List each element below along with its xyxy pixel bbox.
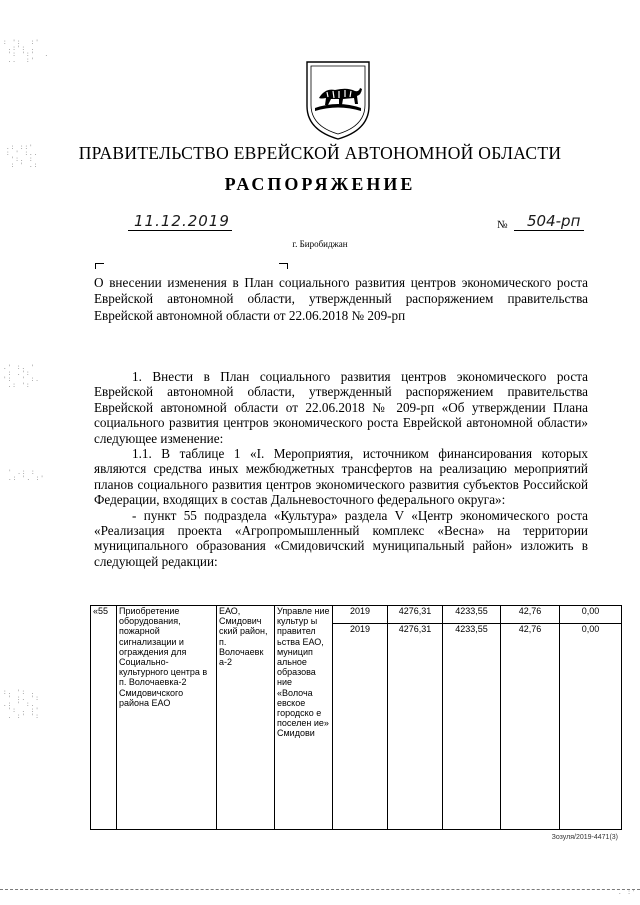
local-value: 0,00: [560, 623, 621, 634]
body-paragraph: 1.1. В таблице 1 «I. Мероприятия, источником финансирования которых являются средства иных межбюджетных трансфертов на реализацию мероприятий планов социального развития центров экономического развития субъектов Российской Федерации, входящих в состав Дальневосточного федерального округа»:: [94, 446, 588, 508]
city: г. Биробиджан: [292, 239, 348, 249]
government-title: ПРАВИТЕЛЬСТВО ЕВРЕЙСКОЙ АВТОНОМНОЙ ОБЛАСТИ: [78, 143, 562, 163]
total-cell: [388, 606, 443, 830]
document-number: 504-рп: [527, 212, 581, 230]
year-value: 2019: [349, 606, 371, 616]
document-type: РАСПОРЯЖЕНИЕ: [224, 174, 416, 194]
federal-cell: [443, 606, 501, 830]
item-location-cell: ЕАО, Смидович ский район, п. Волочаевк а-2: [217, 606, 275, 830]
subject-corner-left: [95, 263, 104, 269]
scan-noise-bottom-right: . :': [618, 889, 637, 896]
number-label: №: [497, 219, 508, 231]
document-subject: О внесении изменения в План социального развития центров экономического роста Еврейской автономной области, утвержденный распоряжением правительства Еврейской автономной области от 22.06.2018 № 209-рп: [94, 275, 588, 323]
scan-noise-left-4: :. ': . ' :. ': .: ' :. ': . :' . :' ':: [3, 689, 40, 720]
regional-value: 42,76: [501, 623, 559, 634]
scan-noise-left-2: .' :. ' : .': ': ' :. .: ':: [3, 364, 40, 389]
item-number-cell: «55: [91, 606, 117, 830]
plan-table: [90, 605, 622, 830]
item-executor-cell: Управле ние культур ы правител ьства ЕАО, муницип альное образова ние «Волоча евское городско е поселен ие» Смидови: [275, 606, 333, 830]
local-cell: [560, 606, 622, 830]
document-date: 11.12.2019: [134, 212, 230, 230]
item-name-cell: Приобретение оборудования, пожарной сигнализации и ограждения для Социально-культурного центра в п. Волочаевка-2 Смидовичского района ЕАО: [117, 606, 217, 830]
total-value: 4276,31: [398, 606, 432, 616]
footer-code: Зозуля/2019-4471(3): [551, 834, 618, 841]
federal-value: 4233,55: [443, 623, 500, 634]
regional-value: 42,76: [518, 606, 542, 616]
body-paragraph: - пункт 55 подраздела «Культура» раздела V «Центр экономического роста «Реализация проекта «Агропромышленный комплекс «Весна» на территории муниципального образования «Смидовичский муниципальный район» изложить в следующей редакции:: [94, 507, 588, 569]
date-underline: [128, 230, 232, 231]
local-value: 0,00: [581, 606, 600, 616]
scan-noise-left-3: ' .: : .: '. :': [8, 469, 45, 482]
subject-corner-right: [279, 263, 288, 269]
year-value: 2019: [333, 623, 387, 634]
total-value: 4276,31: [388, 623, 442, 634]
coat-of-arms-emblem: [303, 58, 373, 142]
scan-noise-top-left: : ': :' .:': . ': ':' . .. :': [3, 39, 50, 64]
federal-value: 4233,55: [455, 606, 488, 616]
scan-noise-left-1: .: ::' : ' :.. ':. : : ' .:: [6, 144, 39, 169]
regional-cell: [501, 606, 560, 830]
body-paragraph: 1. Внести в План социального развития центров экономического роста Еврейской автономной области, утвержденный распоряжением правительства Еврейской автономной области от 22.06.2018 № 209-рп «Об утверждении Плана социального развития центров экономического роста Еврейской автономной области» следующее изменение:: [94, 369, 588, 446]
scan-edge-line: [0, 889, 640, 890]
document-body: [94, 369, 588, 569]
number-underline: [514, 230, 584, 231]
year-cell: [333, 606, 388, 830]
table-row: [91, 606, 622, 830]
